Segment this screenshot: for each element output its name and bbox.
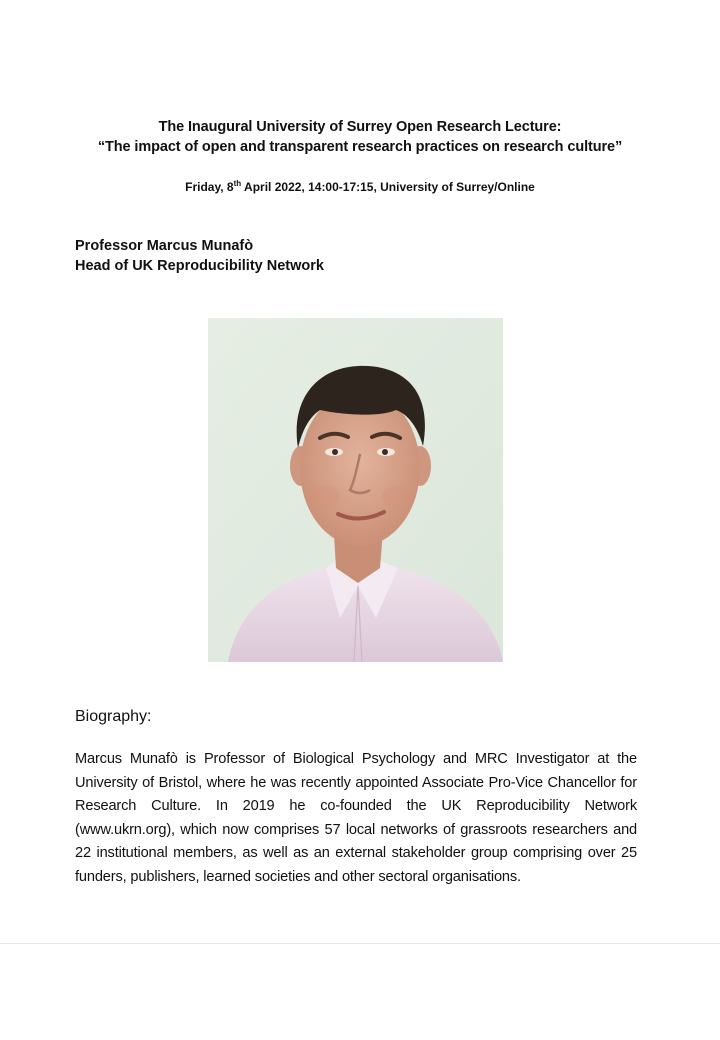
speaker-portrait-icon — [208, 318, 503, 662]
biography-heading: Biography: — [75, 708, 152, 725]
lecture-title-line-1: The Inaugural University of Surrey Open Research Lecture: — [158, 119, 562, 135]
event-day-suffix: th — [233, 179, 242, 188]
biography-text: Marcus Munafò is Professor of Biological Psychology and MRC Investigator at the University of Bristol, where he was recently appointed Associate Pro-Vice Chancellor for Research Culture. In 2019 he co-founded the UK Reproducibility Network (www.ukrn.org), which now comprises 57 local networks of grassroots researchers and 22 institutional members, as well as an external stakeholder group comprising over 25 funders, publishers, learned societies and other sectoral organisations. — [75, 751, 637, 885]
event-date-line — [40, 179, 680, 195]
lecture-title — [40, 117, 680, 157]
speaker-photo — [208, 318, 503, 662]
speaker-block — [75, 236, 324, 276]
page-divider — [0, 943, 720, 944]
event-details: April 2022, 14:00-17:15, University of Surrey/Online — [241, 180, 535, 194]
speaker-role: Head of UK Reproducibility Network — [75, 258, 324, 274]
event-day: Friday, 8 — [185, 180, 234, 194]
speaker-name: Professor Marcus Munafò — [75, 238, 254, 254]
lecture-title-line-2: “The impact of open and transparent research practices on research culture” — [97, 139, 623, 155]
